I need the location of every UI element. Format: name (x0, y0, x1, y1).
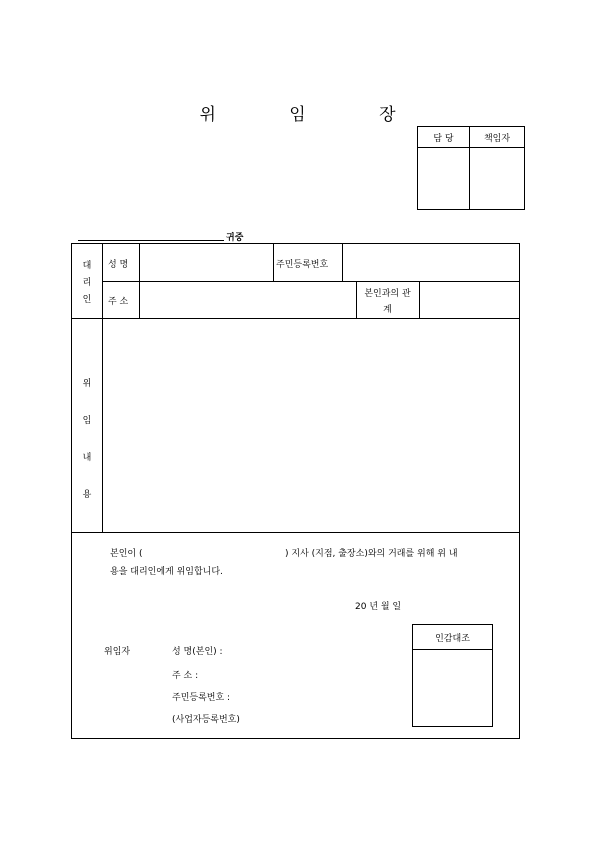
delegator-name[interactable]: 성 명(본인) : (172, 647, 223, 657)
delegator-business-id[interactable]: (사업자등록번호) (172, 715, 240, 725)
seal-stamp-area[interactable] (413, 650, 492, 726)
relation-label (356, 286, 419, 318)
relation-label-line: 본인과의 관 (364, 289, 411, 299)
approval-box (417, 126, 525, 210)
recipient-blank[interactable] (78, 240, 224, 241)
agent-side-label (72, 258, 102, 309)
delegation-side-char: 용 (82, 490, 92, 500)
agent-side-char: 인 (82, 295, 92, 305)
relation-field[interactable] (420, 282, 518, 317)
form-table (71, 243, 520, 739)
agent-name-label: 성 명 (108, 260, 129, 270)
approval-col-supervisor: 책임자 (483, 134, 511, 144)
agent-id-label: 주민등록번호 (276, 260, 329, 270)
agent-name-field[interactable] (140, 245, 272, 280)
statement-line1-prefix: 본인이 ( (110, 549, 143, 559)
delegation-side-char: 위 (82, 379, 92, 389)
delegator-id[interactable]: 주민등록번호 : (172, 693, 231, 703)
agent-side-char: 대 (82, 261, 92, 271)
delegator-address[interactable]: 주 소 : (172, 671, 199, 681)
name-id-divider (273, 244, 274, 281)
relation-label-line: 계 (383, 305, 392, 315)
statement-date[interactable]: 20 년 월 일 (355, 602, 402, 612)
statement-line1-suffix: ) 지사 (지점, 출장소)와의 거래를 위해 위 내 (285, 549, 458, 559)
agent-address-field[interactable] (140, 282, 355, 317)
delegation-content-field[interactable] (103, 319, 518, 531)
approval-col-manager: 담 당 (433, 134, 454, 144)
seal-label: 인감대조 (435, 634, 470, 644)
agent-side-char: 리 (82, 278, 92, 288)
agent-address-label: 주 소 (108, 297, 129, 307)
seal-box (412, 624, 493, 727)
delegation-side-char: 임 (82, 416, 92, 426)
statement-line2: 용을 대리인에게 위임합니다. (110, 567, 223, 577)
delegator-label: 위임자 (104, 647, 131, 657)
row-divider-3 (72, 532, 519, 533)
recipient-suffix: 귀중 (226, 233, 244, 243)
agent-id-field[interactable] (343, 245, 518, 280)
delegation-side-char: 내 (82, 453, 92, 463)
delegation-side-label (72, 366, 102, 514)
document-title: 위 임 장 (199, 105, 430, 125)
branch-name-field[interactable] (167, 544, 282, 558)
